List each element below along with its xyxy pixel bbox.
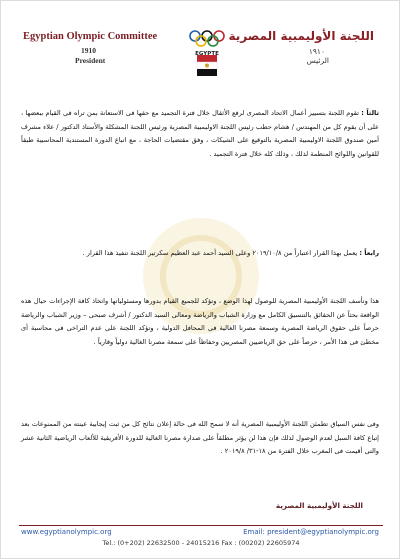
header-english-year: 1910	[81, 46, 96, 55]
paragraph-statement: هذا وتأسف اللجنة الأوليمبية المصرية للوصول لهذا الوضع ، وتؤكد للجميع القيام بدورها ومسئولياتها واتخاذ كافة الإجراءات حيال هذه الواقعة بحثاً عن الحقائق بالتنسيق الكامل مع وزارة الشباب والرياضة ومعالى السيد الدكتور / أشرف صبحى – وزير الشباب والرياضة حرصاً على حقوق الرياضة المصرية وسمعة مصرنا الغالية فى المحافل الدولية ، وتؤكد اللجنة على عدم التراخى فى محاسبة أى مخطئ فى هذا الأمر ، حرصاً على حق الرياضيين المصريين وحفاظاً على سمعة مصرنا الغالية دولياً وقارياً .	[21, 297, 379, 346]
footer-website-link[interactable]: www.egyptianolympic.org	[21, 528, 112, 536]
signature-committee: اللجنة الأوليمبية المصرية	[275, 501, 363, 510]
footer-phone-fax: Tel.: (0+202) 22632500 - 24015216 Fax : (00202) 22605974	[102, 539, 300, 547]
paragraph-fourth-lead: رابعاً :	[359, 249, 379, 257]
header-arabic-year: ١٩١٠	[308, 47, 325, 56]
paragraph-fourth	[21, 247, 379, 261]
paragraph-third-lead: ثالثاً :	[361, 109, 379, 117]
header-english-role: President	[75, 56, 106, 65]
paragraph-reassurance: وفى نفس السياق تطمئن اللجنة الأوليمبية المصرية أنه لا سمح الله فى حالة إعلان نتائج كل من ثبت إيجابية عينته من الممنوعات بعد إتباع كافة السبل لعدم الوصول لذلك فإن هذا لن يؤثر مطلقاً على صدارة مصرنا الغالية للدورة الأفريقية للألعاب الرياضية الثانية عشر والتى أقيمت فى المغرب خلال الفترة من ١٨-٣١/ ٢٠١٩/٨ .	[21, 420, 379, 456]
logo-caption: EGYPTE	[195, 51, 219, 57]
footer-email-link[interactable]: Email: president@egyptianolympic.org	[243, 528, 379, 536]
paragraph-fourth-text: يعمل بهذا القرار اعتباراً من ٢٠١٩/١٠/٨ وعلى السيد أحمد عبد العظيم سكرتير اللجنة تنفيذ هذا القرار .	[82, 249, 358, 257]
header-arabic-title: اللجنة الأوليمبية المصرية	[228, 29, 374, 43]
olympic-committee-logo	[186, 27, 228, 87]
paragraph-third	[21, 107, 379, 161]
footer-divider	[19, 525, 383, 526]
header-english-title: Egyptian Olympic Committee	[23, 31, 158, 42]
header-arabic-role: الرئيس	[306, 56, 329, 65]
paragraph-third-text: تقوم اللجنة بتسيير أعمال الاتحاد المصرى لرفع الأثقال خلال فترة التجميد مع حقها فى الاستعانة بمن تراه فى القيام ببعضها ، على أن يقوم كل من المهندس / هشام حطب رئيس اللجنة الاوليمبية المصرية ورئيس اللجنة المشكلة والأستاذ الدكتور / علاء مشرف أمين صندوق اللجنة الاوليمبية المصرية بالتوقيع على الشيكات ، وفق مقتضيات الحاجة ، مع اتباع الدورة المستندية المحاسبية طبقاً للقوانين واللوائح المنظمة لذلك ، وذلك كله خلال فترة التجميد .	[21, 109, 379, 158]
